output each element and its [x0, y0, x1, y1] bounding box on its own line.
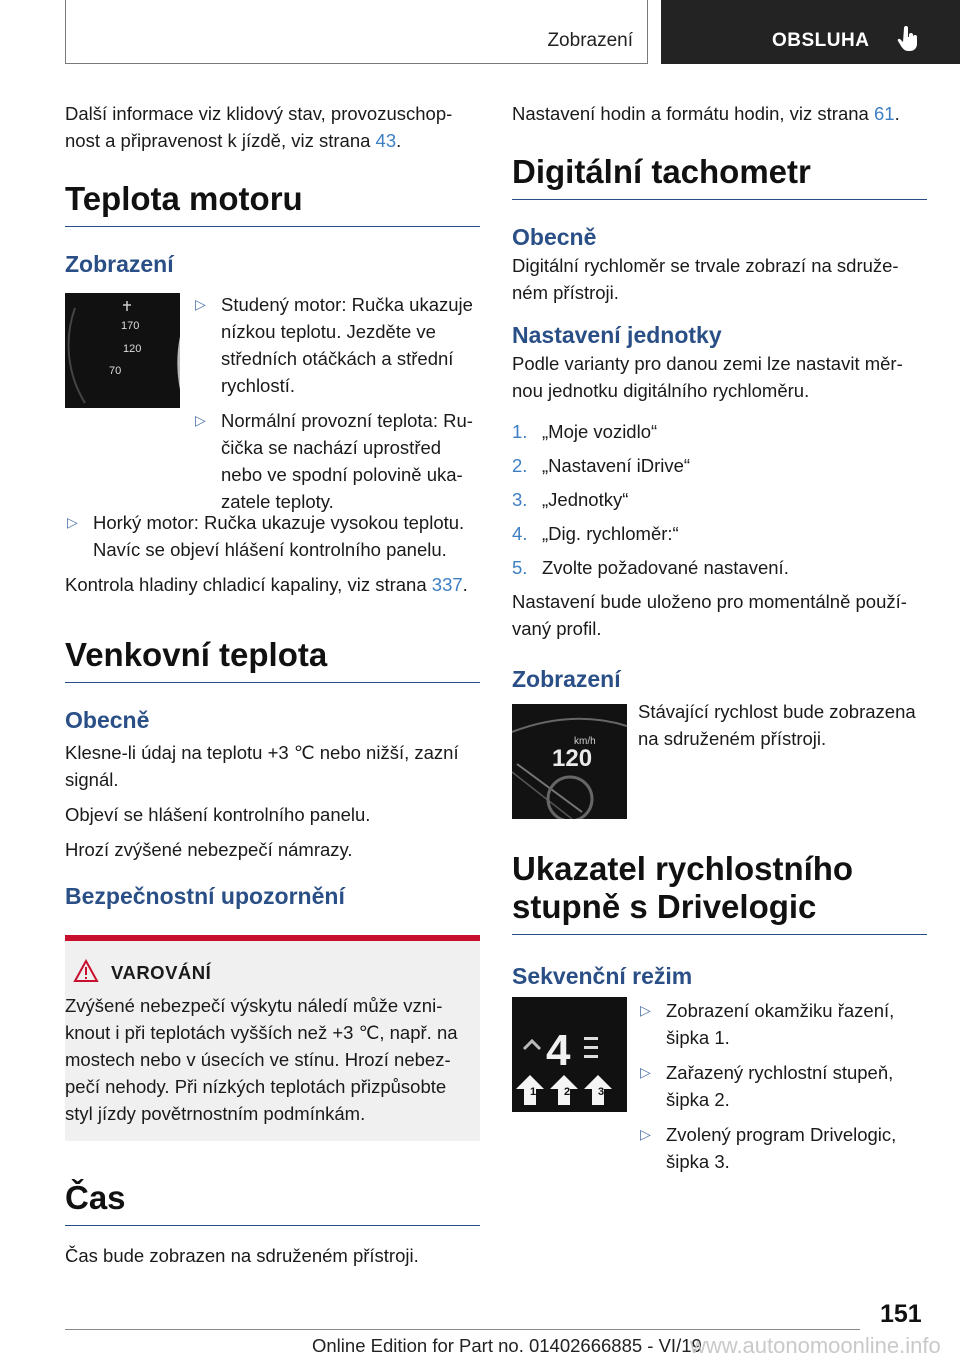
svg-text:km/h: km/h	[574, 736, 596, 747]
bullet-engaged-gear: ▷ Zařazený rychlostní stupeň, šipka 2.	[640, 1062, 894, 1110]
subheading-sequential: Sekvenční režim	[512, 963, 693, 989]
header-section-tab	[65, 0, 648, 64]
display-paragraph: Stávající rychlost bude zobrazena na sdruženém přístroji.	[638, 701, 916, 749]
gear-display-block	[512, 997, 927, 1197]
header-chapter-label: OBSLUHA	[772, 30, 870, 51]
gear-indicator-image	[512, 997, 627, 1112]
page-link-337[interactable]: 337	[431, 574, 463, 595]
footer-divider	[65, 1329, 860, 1330]
svg-text:170: 170	[121, 320, 140, 332]
intro-paragraph: Další informace viz klidový stav, provozuschop-nost a připravenost k jízdě, viz strana 43.	[65, 103, 453, 151]
bullet-normal-temp: ▷ Normální provozní teplota: Ru-čička se nachází uprostřed nebo ve spodní polovině uka-zatele teploty.	[195, 410, 473, 512]
heading-time: Čas	[65, 1179, 480, 1226]
page-link-61[interactable]: 61	[873, 103, 895, 124]
edition-text: Online Edition for Part no. 01402666885 - VI/19	[312, 1335, 702, 1356]
list-item: 1. „Moje vozidlo“	[512, 421, 658, 442]
saved-paragraph: Nastavení bude uloženo pro momentálně použí-vaný profil.	[512, 591, 907, 639]
svg-text:120: 120	[123, 343, 142, 355]
heading-gear-indicator: Ukazatel rychlostního stupně s Drivelogic	[512, 850, 927, 935]
warning-box	[65, 935, 480, 1141]
outside-paragraph-2: Objeví se hlášení kontrolního panelu.	[65, 804, 371, 825]
watermark-text: www.autonomoonline.info	[690, 1333, 941, 1358]
warning-body: Zvýšené nebezpečí výskytu náledí může vzni-knout i při teplotách vyšších než +3 ℃, např. na mostech nebo v úsecích ve stínu. Hrozí nebez-pečí nehody. Při nízkých teplotách přizpůsobte styl jízdy povětrnostním podmínkám.	[65, 995, 458, 1124]
heading-digital-speedometer: Digitální tachometr	[512, 153, 927, 200]
page-link-43[interactable]: 43	[375, 130, 397, 151]
pointing-hand-icon	[897, 26, 919, 52]
list-item: 5. Zvolte požadované nastavení.	[512, 557, 789, 578]
warning-title: VAROVÁNÍ	[65, 959, 480, 986]
right-column	[512, 100, 927, 1197]
steps-list	[512, 418, 927, 581]
engine-temp-gauge-image	[65, 293, 180, 408]
speed-display-block	[512, 701, 927, 838]
subheading-general: Obecně	[65, 707, 150, 733]
left-column	[65, 100, 480, 1277]
subheading-safety: Bezpečnostní upozornění	[65, 883, 345, 909]
coolant-paragraph: Kontrola hladiny chladicí kapaliny, viz strana 337.	[65, 574, 468, 595]
engine-display-block	[65, 291, 480, 511]
outside-paragraph-1: Klesne-li údaj na teplotu +3 ℃ nebo nižší, zazní signál.	[65, 742, 459, 790]
list-item: 2. „Nastavení iDrive“	[512, 455, 691, 476]
subheading-general-right: Obecně	[512, 224, 597, 250]
svg-text:120: 120	[552, 745, 593, 772]
svg-text:4: 4	[546, 1026, 571, 1075]
heading-engine-temp: Teplota motoru	[65, 180, 480, 227]
svg-text:3: 3	[598, 1086, 605, 1098]
bullet-hot-engine: ▷ Horký motor: Ručka ukazuje vysokou teplotu. Navíc se objeví hlášení kontrolního panelu.	[67, 512, 465, 560]
svg-text:70: 70	[109, 365, 122, 377]
header-chapter-tab	[661, 0, 960, 64]
clock-paragraph: Nastavení hodin a formátu hodin, viz strana 61.	[512, 103, 900, 124]
unit-paragraph: Podle varianty pro danou zemi lze nastavit měr-nou jednotku digitálního rychloměru.	[512, 353, 903, 401]
header-section-label: Zobrazení	[547, 30, 633, 51]
heading-outside-temp: Venkovní teplota	[65, 636, 480, 683]
subheading-unit: Nastavení jednotky	[512, 322, 722, 348]
svg-text:1: 1	[530, 1086, 537, 1098]
outside-paragraph-3: Hrozí zvýšené nebezpečí námrazy.	[65, 839, 353, 860]
list-item: 3. „Jednotky“	[512, 489, 629, 510]
svg-text:2: 2	[564, 1086, 571, 1098]
warning-triangle-icon	[73, 959, 99, 983]
page-number: 151	[880, 1300, 922, 1328]
subheading-display: Zobrazení	[65, 251, 174, 277]
bullet-cold-engine: ▷ Studený motor: Ručka ukazuje nízkou teplotu. Jezděte ve středních otáčkách a střední rychlostí.	[195, 294, 473, 396]
time-paragraph: Čas bude zobrazen na sdruženém přístroji.	[65, 1245, 419, 1266]
subheading-display-right: Zobrazení	[512, 666, 621, 692]
general-paragraph: Digitální rychloměr se trvale zobrazí na sdruže-ném přístroji.	[512, 255, 899, 303]
list-item: 4. „Dig. rychloměr:“	[512, 523, 679, 544]
bullet-drivelogic-program: ▷ Zvolený program Drivelogic, šipka 3.	[640, 1124, 897, 1172]
digital-speed-image	[512, 704, 627, 819]
bullet-shift-point: ▷ Zobrazení okamžiku řazení, šipka 1.	[640, 1000, 895, 1048]
